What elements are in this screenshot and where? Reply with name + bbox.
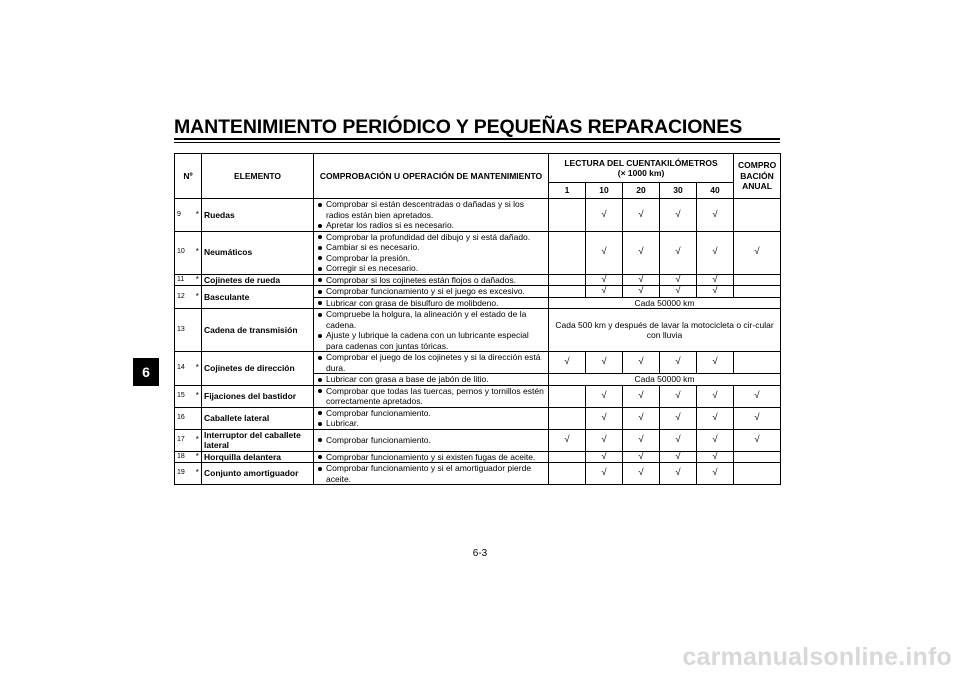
table-row: [175, 199, 781, 232]
table-row: [175, 463, 781, 485]
check-cell: √: [734, 429, 781, 451]
check-cell: √: [586, 274, 623, 286]
check-cell: √: [697, 407, 734, 429]
operation-item: Comprobar la profundidad del dibujo y si está dañado.: [316, 232, 546, 243]
operation-item: Compruebe la holgura, la alineación y el estado de la cadena.: [316, 309, 546, 330]
check-cell: √: [623, 199, 660, 232]
check-cell: [734, 451, 781, 463]
check-cell: [549, 385, 586, 407]
title-rule-thick: [174, 138, 780, 140]
header-odometer-unit: (× 1000 km): [617, 168, 665, 178]
header-odometer-label: LECTURA DEL CUENTAKILÓMETROS: [564, 157, 718, 168]
row-element: Interruptor del caballete lateral: [202, 429, 314, 451]
check-cell: √: [549, 352, 586, 374]
check-cell: √: [697, 451, 734, 463]
operation-item: Comprobar funcionamiento y si existen fugas de aceite.: [316, 452, 546, 463]
row-element: Horquilla delantera: [202, 451, 314, 463]
operation-item: Comprobar si los cojinetes están flojos o dañados.: [316, 275, 546, 286]
check-cell: √: [697, 385, 734, 407]
operation-item: Lubricar con grasa a base de jabón de litio.: [316, 374, 546, 385]
check-cell: √: [660, 385, 697, 407]
operation-cell: [314, 451, 549, 463]
check-cell: [734, 199, 781, 232]
check-cell: [549, 286, 586, 298]
row-element: Cadena de transmisión: [202, 309, 314, 352]
check-cell: √: [660, 352, 697, 374]
operation-cell: [314, 407, 549, 429]
row-number: 13: [175, 309, 194, 352]
operation-item: Ajuste y lubrique la cadena con un lubricante especial para cadenas con juntas tóricas.: [316, 330, 546, 351]
header-operation: COMPROBACIÓN U OPERACIÓN DE MANTENIMIENTO: [314, 154, 549, 199]
check-cell: √: [586, 407, 623, 429]
check-cell: [549, 199, 586, 232]
table-row: [175, 429, 781, 451]
row-number: 14: [175, 352, 194, 386]
row-element: Ruedas: [202, 199, 314, 232]
check-cell: √: [697, 286, 734, 298]
check-cell: √: [623, 231, 660, 274]
row-number: 19: [175, 463, 194, 485]
check-cell: √: [586, 451, 623, 463]
operation-cell: [314, 231, 549, 274]
row-number: 11: [175, 274, 194, 286]
check-cell: √: [623, 385, 660, 407]
check-cell: √: [586, 429, 623, 451]
interval-text: Cada 50000 km: [549, 374, 781, 386]
check-cell: [549, 463, 586, 485]
table-row: [175, 309, 781, 352]
check-cell: [549, 451, 586, 463]
row-element: Neumáticos: [202, 231, 314, 274]
page-number: 6-3: [472, 548, 488, 559]
check-cell: √: [697, 352, 734, 374]
table-row: [175, 385, 781, 407]
row-number: 10: [175, 231, 194, 274]
row-number: 18: [175, 451, 194, 463]
operation-item: Comprobar la presión.: [316, 253, 546, 264]
check-cell: √: [586, 352, 623, 374]
check-cell: √: [660, 286, 697, 298]
operation-item: Lubricar con grasa de bisulfuro de molibdeno.: [316, 298, 546, 309]
operation-cell: [314, 199, 549, 232]
operation-item: Comprobar si están descentradas o dañadas y si los radios están bien apretados.: [316, 199, 546, 220]
check-cell: √: [734, 385, 781, 407]
row-star: *: [194, 231, 202, 274]
check-cell: [549, 407, 586, 429]
header-no: Nº: [175, 154, 202, 199]
check-cell: √: [586, 231, 623, 274]
row-element: Caballete lateral: [202, 407, 314, 429]
operation-cell: [314, 297, 549, 309]
check-cell: √: [734, 231, 781, 274]
row-star: *: [194, 352, 202, 386]
operation-cell: [314, 429, 549, 451]
header-km-30: 30: [660, 183, 697, 199]
row-number: 15: [175, 385, 194, 407]
operation-item: Comprobar funcionamiento y si el amortiguador pierde aceite.: [316, 463, 546, 484]
check-cell: √: [660, 199, 697, 232]
row-star: [194, 407, 202, 429]
maintenance-table: [174, 153, 781, 485]
check-cell: √: [623, 407, 660, 429]
check-cell: [549, 274, 586, 286]
operation-cell: [314, 309, 549, 352]
check-cell: √: [586, 463, 623, 485]
check-cell: √: [623, 429, 660, 451]
check-cell: √: [586, 199, 623, 232]
operation-item: Comprobar el juego de los cojinetes y si la dirección está dura.: [316, 352, 546, 373]
check-cell: √: [697, 463, 734, 485]
check-cell: √: [660, 429, 697, 451]
row-number: 9: [175, 199, 194, 232]
check-cell: √: [623, 286, 660, 298]
check-cell: √: [623, 463, 660, 485]
check-cell: √: [586, 286, 623, 298]
operation-cell: [314, 286, 549, 298]
table-row: [175, 407, 781, 429]
row-star: *: [194, 463, 202, 485]
check-cell: [734, 463, 781, 485]
check-cell: [734, 286, 781, 298]
check-cell: √: [549, 429, 586, 451]
table-row: [175, 231, 781, 274]
operation-item: Lubricar.: [316, 418, 546, 429]
header-km-1: 1: [549, 183, 586, 199]
header-km-10: 10: [586, 183, 623, 199]
check-cell: √: [660, 407, 697, 429]
check-cell: √: [734, 407, 781, 429]
row-number: 16: [175, 407, 194, 429]
check-cell: √: [660, 463, 697, 485]
header-element: ELEMENTO: [202, 154, 314, 199]
operation-item: Comprobar funcionamiento.: [316, 408, 546, 419]
operation-item: Comprobar funcionamiento.: [316, 435, 546, 446]
row-number: 17: [175, 429, 194, 451]
chapter-tab: 6: [133, 358, 159, 386]
table-row: [175, 286, 781, 298]
check-cell: √: [697, 274, 734, 286]
check-cell: √: [660, 274, 697, 286]
table-row: [175, 274, 781, 286]
header-km-40: 40: [697, 183, 734, 199]
check-cell: √: [623, 352, 660, 374]
check-cell: √: [623, 274, 660, 286]
check-cell: √: [586, 385, 623, 407]
check-cell: [734, 274, 781, 286]
interval-text: Cada 50000 km: [549, 297, 781, 309]
operation-item: Comprobar funcionamiento y si el juego es excesivo.: [316, 286, 546, 297]
check-cell: √: [697, 231, 734, 274]
row-star: *: [194, 274, 202, 286]
table-row: [175, 451, 781, 463]
operation-item: Comprobar que todas las tuercas, pernos y tornillos estén correctamente apretados.: [316, 386, 546, 407]
row-element: Cojinetes de dirección: [202, 352, 314, 386]
row-element: Conjunto amortiguador: [202, 463, 314, 485]
row-star: *: [194, 451, 202, 463]
check-cell: √: [697, 199, 734, 232]
check-cell: √: [623, 451, 660, 463]
row-star: [194, 309, 202, 352]
footer-watermark: carmanualsonline.info: [682, 643, 952, 671]
operation-item: Apretar los radios si es necesario.: [316, 220, 546, 231]
row-element: Basculante: [202, 286, 314, 309]
interval-text: Cada 500 km y después de lavar la motocicleta o cir-cular con lluvia: [549, 309, 781, 352]
header-annual: COMPRO BACIÓN ANUAL: [734, 154, 781, 199]
check-cell: [734, 352, 781, 374]
title-rule-thin: [174, 142, 780, 143]
row-star: *: [194, 429, 202, 451]
check-cell: √: [660, 231, 697, 274]
row-star: *: [194, 286, 202, 309]
operation-item: Cambiar si es necesario.: [316, 242, 546, 253]
row-element: Cojinetes de rueda: [202, 274, 314, 286]
check-cell: [549, 231, 586, 274]
page-title: MANTENIMIENTO PERIÓDICO Y PEQUEÑAS REPARACIONES: [174, 116, 743, 138]
table-row: [175, 352, 781, 374]
operation-cell: [314, 274, 549, 286]
header-km-20: 20: [623, 183, 660, 199]
check-cell: √: [697, 429, 734, 451]
operation-cell: [314, 385, 549, 407]
operation-cell: [314, 463, 549, 485]
operation-cell: [314, 352, 549, 374]
operation-cell: [314, 374, 549, 386]
row-star: *: [194, 385, 202, 407]
row-number: 12: [175, 286, 194, 309]
row-element: Fijaciones del bastidor: [202, 385, 314, 407]
operation-item: Corregir si es necesario.: [316, 263, 546, 274]
check-cell: √: [660, 451, 697, 463]
row-star: *: [194, 199, 202, 232]
header-odometer: [549, 154, 734, 183]
